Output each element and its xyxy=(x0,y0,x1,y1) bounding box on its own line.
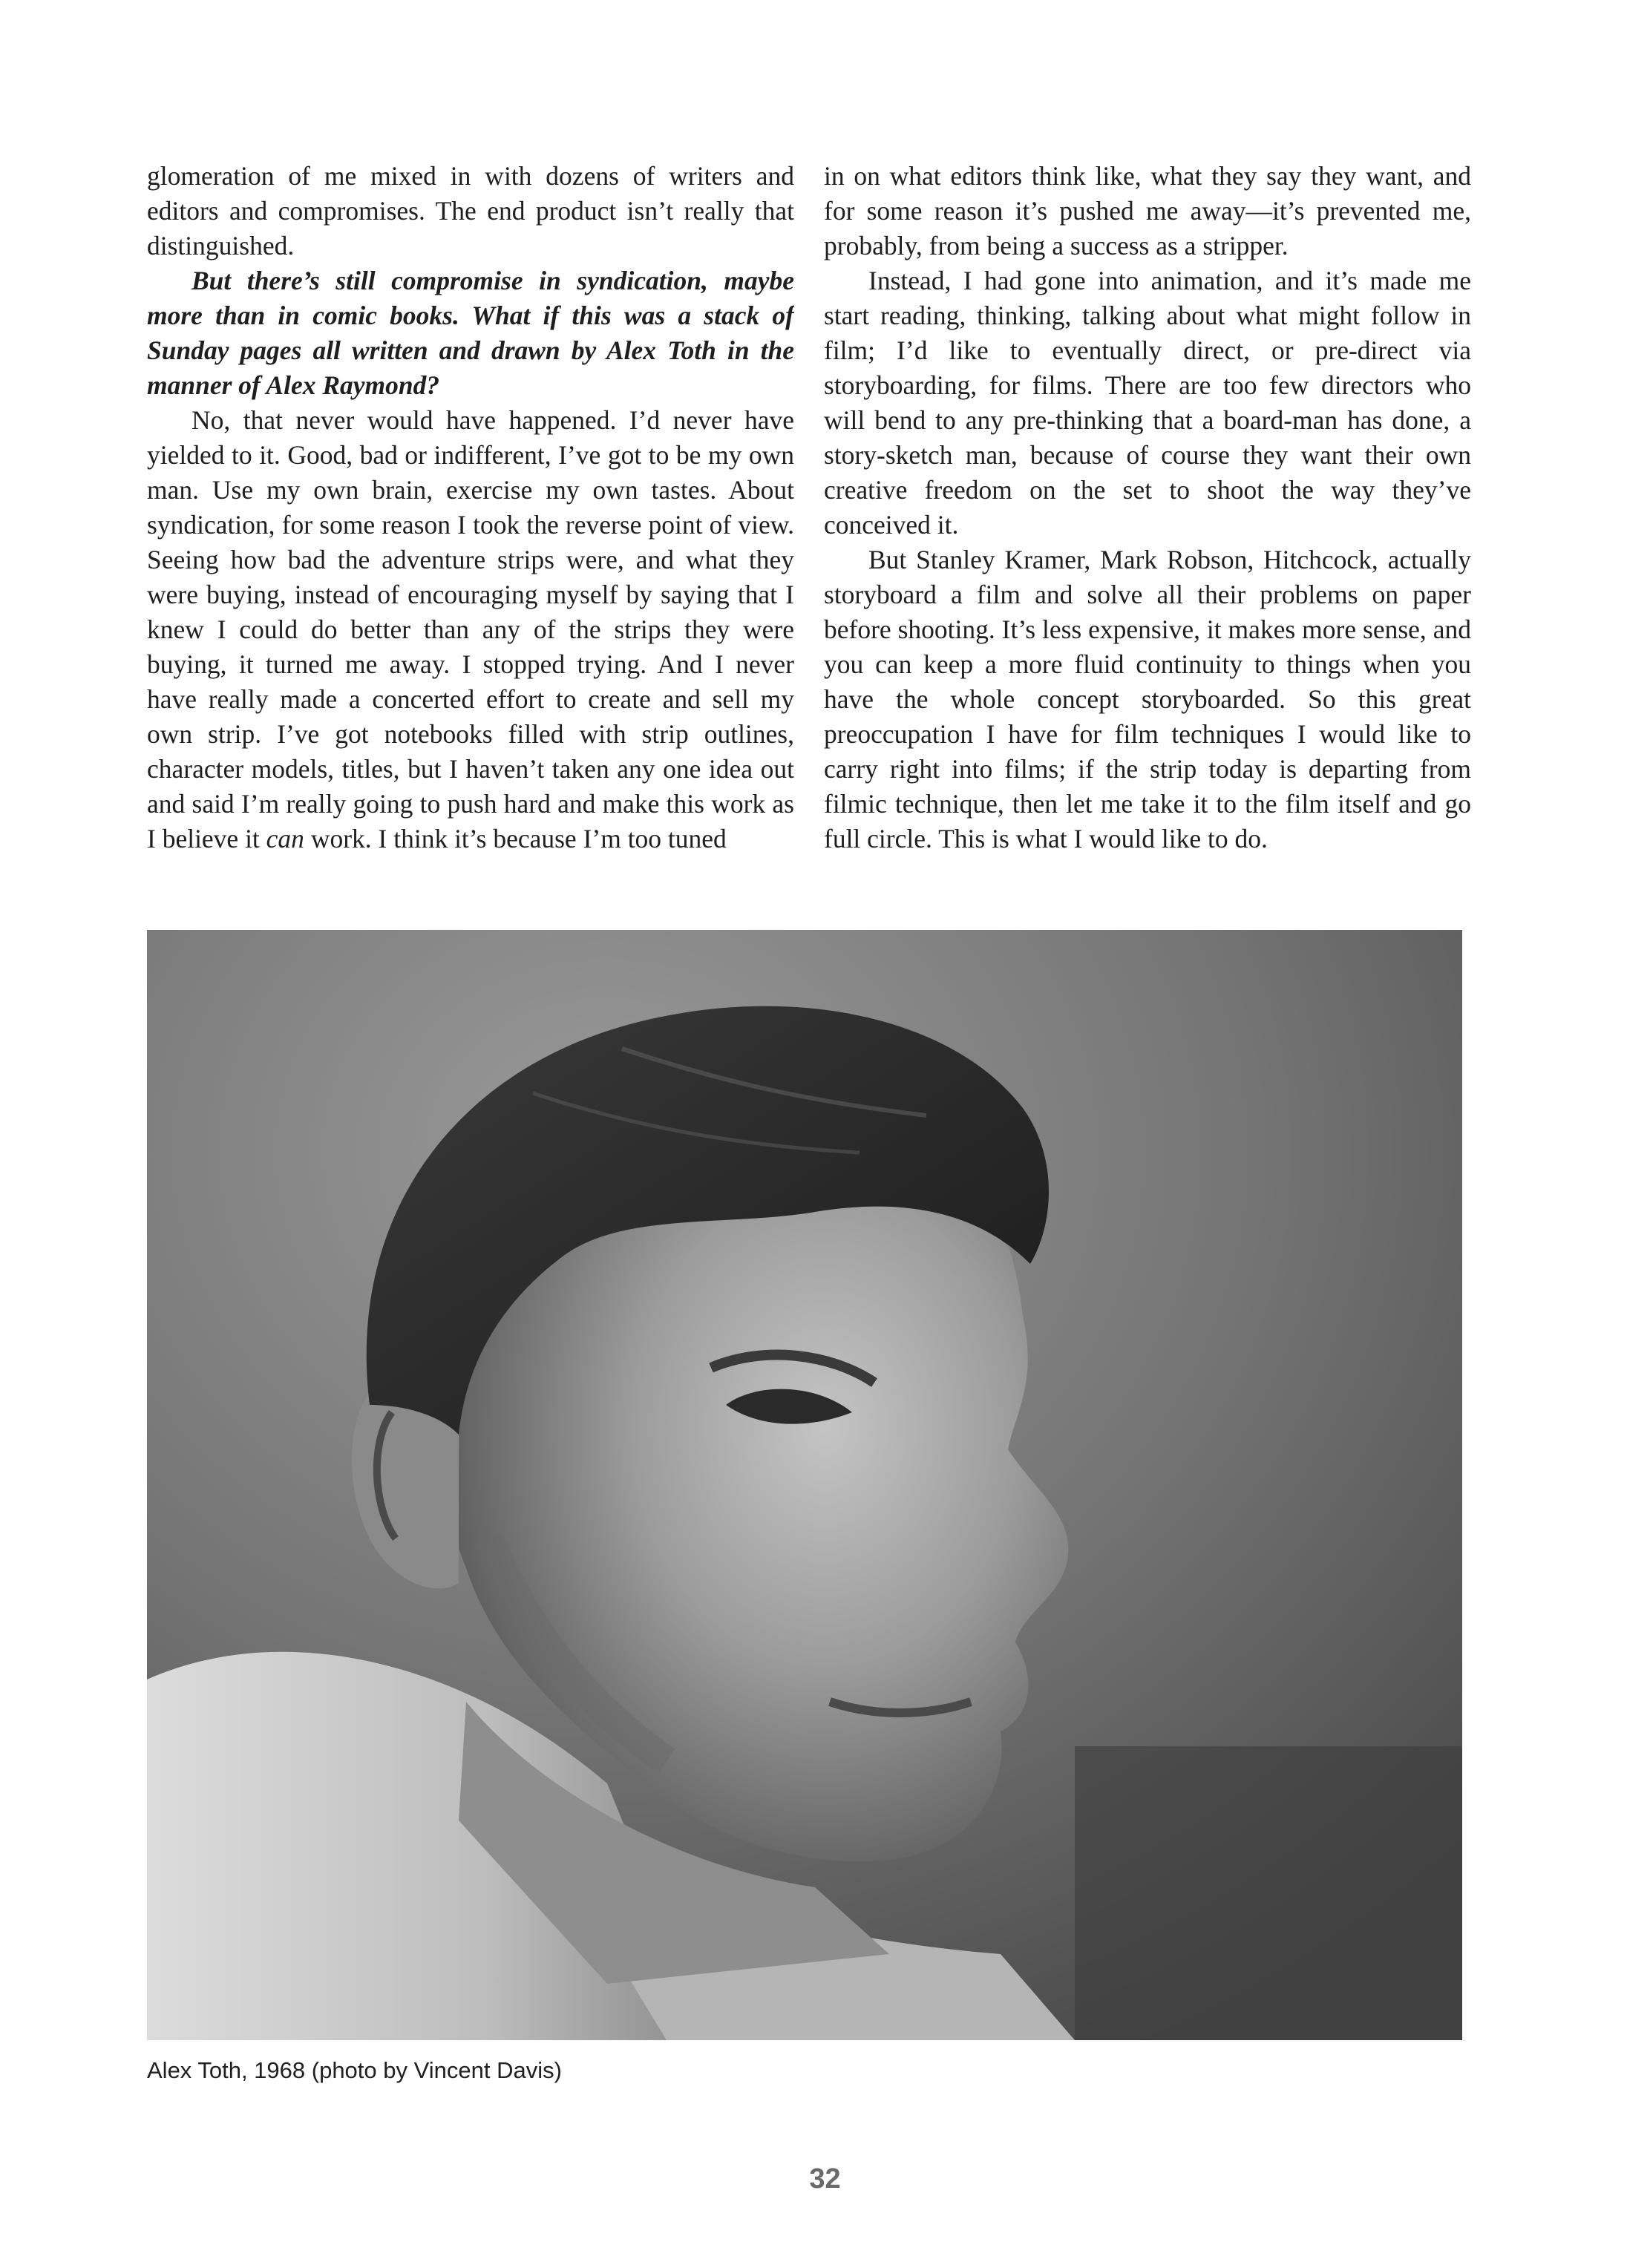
page-number: 32 xyxy=(809,2163,841,2195)
article-column-left xyxy=(147,159,794,908)
portrait-photo-illustration xyxy=(147,930,1462,2040)
paragraph: in on what editors think like, what they say they want, and for some reason it’s pushed me away—it’s prevented me, probably, from being a success as a stripper. xyxy=(824,161,1471,260)
paragraph: Instead, I had gone into animation, and it’s made me start reading, thinking, talking about what might follow in film; I’d like to eventually direct, or pre-direct via storyboarding, for films. There are too few directors who will bend to any pre-thinking that a board-man has done, a story-sketch man, because of course they want their own creative freedom on the set to shoot the way they’ve conceived it. xyxy=(824,266,1471,540)
emphasis-text: can xyxy=(266,824,304,853)
paragraph: But Stanley Kramer, Mark Robson, Hitchcock, actually storyboard a film and solve all their problems on paper before shooting. It’s less expensive, it makes more sense, and you can keep a more fluid continuity to things when you have the whole concept storyboarded. So this great preoccupation I have for film techniques I would like to carry right into films; if the strip today is departing from filmic technique, then let me take it to the film itself and go full circle. This is what I would like to do. xyxy=(824,545,1471,853)
paragraph: glomeration of me mixed in with dozens of writers and editors and compromises. The end product isn’t really that distinguished. xyxy=(147,161,794,260)
portrait-photo xyxy=(147,930,1462,2040)
paragraph-text: No, that never would have happened. I’d never have yielded to it. Good, bad or indifferent, I’ve got to be my own man. Use my own brain, exercise my own tastes. About syndication, for some reason I took the reverse point of view. Seeing how bad the adventure strips were, and what they were buying, instead of encouraging myself by saying that I knew I could do better than any of the strips they were buying, it turned me away. I stopped trying. And I never have really made a concerted effort to create and sell my own strip. I’ve got notebooks filled with strip outlines, character models, titles, but I haven’t taken any one idea out and said I’m really going to push hard and make this work as I believe it xyxy=(147,405,794,853)
photo-caption: Alex Toth, 1968 (photo by Vincent Davis) xyxy=(147,2057,562,2083)
interview-question: But there’s still compromise in syndication, maybe more than in comic books. What if this was a stack of Sunday pages all written and drawn by Alex Toth in the manner of Alex Raymond? xyxy=(147,266,794,400)
article-column-right xyxy=(824,159,1471,908)
paragraph xyxy=(147,403,794,856)
paragraph-text: work. I think it’s because I’m too tuned xyxy=(304,824,727,853)
